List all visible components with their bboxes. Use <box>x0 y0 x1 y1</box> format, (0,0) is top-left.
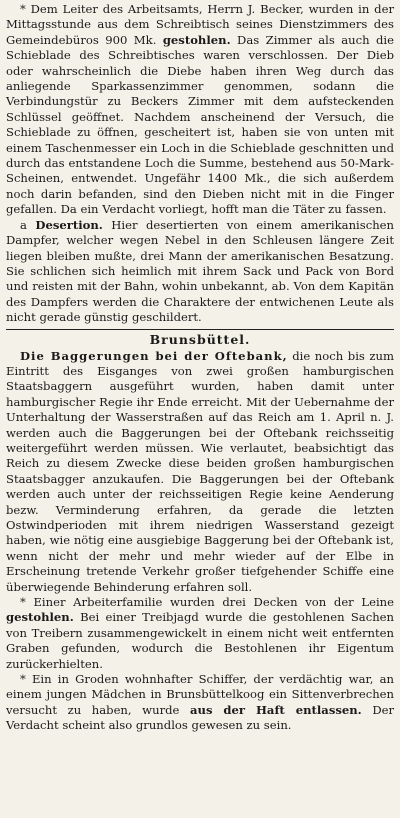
article-prefix: a <box>20 217 27 232</box>
article-blankets-theft <box>6 595 394 672</box>
article-keyword: Die Baggerungen bei der Oftebank, <box>20 348 288 363</box>
article-text: Der Verdacht scheint also grundlos gewesen zu sein. <box>6 702 395 733</box>
article-skipper-released <box>6 672 394 734</box>
article-desertion <box>6 218 394 326</box>
article-text: * Einer Arbeiterfamilie wurden drei Decken von der Leine <box>20 595 394 610</box>
article-keyword: gestohlen. <box>6 610 74 625</box>
article-text: die noch bis zum Eintritt des Eisganges von zwei großen hamburgischen Staatsbaggern ausgeführt wurden, haben damit unter hamburgischer Regie ihr Ende erreicht. Mit der Uebernahme der Unterhaltung der Wasserstraßen auf das Reich am 1. April n. J. werden auch die Baggerungen bei der Oftebank reichsseitig weitergeführt werden müssen. Wie verlautet, beabsichtigt das Reich zu diesem Zwecke diese beiden großen hamburgischen Staatsbagger anzukaufen. Die Baggerungen bei der Oftebank werden auch unter der reichsseitigen Regie keine Aenderung bezw. Verminderung erfahren, da gerade die letzten Ostwindperioden mit ihrem niedrigen Wasserstand gezeigt haben, wie nötig eine ausgiebige Baggerung bei der Oftebank ist, wenn nicht der mehr und mehr wieder auf der Elbe in Erscheinung tretende Verkehr großer tiefgehender Schiffe eine überwiegende Behinderung erfahren soll. <box>6 348 394 594</box>
section-heading: Brunsbüttel. <box>149 331 251 347</box>
article-keyword: gestohlen. <box>162 32 231 47</box>
article-dredging <box>6 349 394 596</box>
article-text: * Ein in Groden wohnhafter Schiffer, der verdächtig war, an einem jungen Mädchen in Brunsbüttelkoog ein Sittenverbrechen versucht zu haben, wurde <box>6 672 394 717</box>
article-text: Hier desertierten von einem amerikanischen Dampfer, welcher wegen Nebel in den Schleusen längere Zeit liegen bleiben mußte, drei Mann der amerikanischen Besatzung. Sie schlichen sich heimlich mit ihrem Sack und Pack von Bord und reisten mit der Bahn, wohin unbekannt, ab. Von dem Kapitän des Dampfers werden die Charaktere der entwichenen Leute als nicht gerade günstig geschildert. <box>6 217 394 325</box>
article-text: Das Zimmer als auch die Schieblade des Schreibtisches waren verschlossen. Der Dieb oder wahrscheinlich die Diebe haben ihren Weg durch das anliegende Sparkassenzimmer genommen, sodann die Verbindungstür zu Beckers Zimmer mit dem aufsteckenden Schlüssel geöffnet. Nachdem anscheinend der Versuch, die Schieblade zu öffnen, gescheitert ist, haben sie von unten mit einem Taschenmesser ein Loch in die Schieblade geschnitten und durch das entstandene Loch die Summe, bestehend aus 50-Mark-Scheinen, entwendet. Ungefähr 1400 Mk., die sich außerdem noch darin befanden, sind den Dieben nicht mit in die Finger gefallen. Da ein Verdacht vorliegt, hofft man die Täter zu fassen. <box>6 32 394 217</box>
article-keyword: Desertion. <box>35 217 103 232</box>
article-theft-labor-office <box>6 2 394 218</box>
article-keyword: aus der Haft entlassen. <box>190 702 362 717</box>
section-divider <box>6 329 394 330</box>
article-text: * Dem Leiter des Arbeitsamts, Herrn J. Becker, wurden in der Mittagsstunde aus dem Schreibtisch seines Dienstzimmers des Gemeindebüros 900 Mk. <box>6 2 394 47</box>
article-text: Bei einer Treibjagd wurde die gestohlenen Sachen von Treibern zusammengewickelt in einem nicht weit entfernten Graben gefunden, wodurch die Bestohlenen ihr Eigentum zurückerhielten. <box>6 610 395 671</box>
